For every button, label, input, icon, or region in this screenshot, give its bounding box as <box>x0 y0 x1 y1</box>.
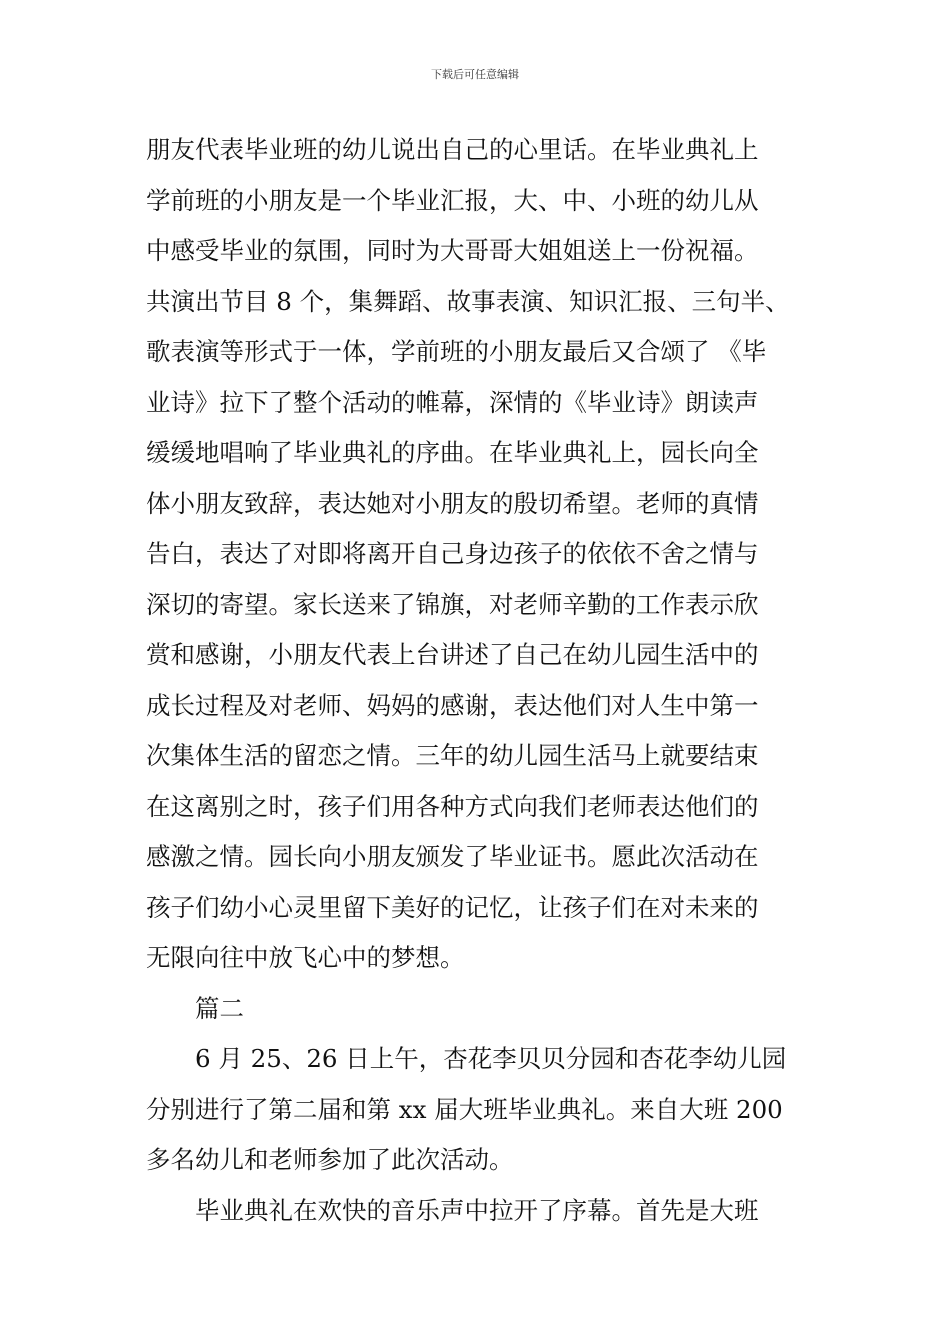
page-header: 下载后可任意编辑 <box>431 68 519 81</box>
text-line: 中感受毕业的氛围，同时为大哥哥大姐姐送上一份祝福。 <box>146 236 759 265</box>
text-line: 6 月 25、26 日上午，杏花李贝贝分园和杏花李幼儿园 <box>195 1044 787 1073</box>
text-line: 成长过程及对老师、妈妈的感谢，表达他们对人生中第一 <box>146 690 759 720</box>
text-line: 次集体生活的留恋之情。三年的幼儿园生活马上就要结束 <box>146 741 759 770</box>
text-line: 歌表演等形式于一体，学前班的小朋友最后又合颂了 《毕 <box>146 337 767 366</box>
text-line: 深切的寄望。家长送来了锦旗，对老师辛勤的工作表示欣 <box>146 589 759 619</box>
text-line: 毕业典礼在欢快的音乐声中拉开了序幕。首先是大班 <box>195 1195 759 1225</box>
text-line: 朋友代表毕业班的幼儿说出自己的心里话。在毕业典礼上 <box>146 135 759 164</box>
document-body <box>146 125 816 1236</box>
text-line: 学前班的小朋友是一个毕业汇报，大、中、小班的幼儿从 <box>146 185 759 215</box>
text-line: 共演出节目 8 个，集舞蹈、故事表演、知识汇报、三句半、 <box>146 286 790 316</box>
text-line: 在这离别之时，孩子们用各种方式向我们老师表达他们的 <box>146 791 759 821</box>
text-line: 告白，表达了对即将离开自己身边孩子的依依不舍之情与 <box>146 539 759 568</box>
text-line: 分别进行了第二届和第 xx 届大班毕业典礼。来自大班 200 <box>146 1094 783 1124</box>
text-line: 无限向往中放飞心中的梦想。 <box>146 943 465 972</box>
text-line: 业诗》拉下了整个活动的帷幕，深情的《毕业诗》朗读声 <box>146 387 759 417</box>
text-line: 体小朋友致辞，表达她对小朋友的殷切希望。老师的真情 <box>146 488 759 518</box>
text-line: 多名幼儿和老师参加了此次活动。 <box>146 1145 514 1174</box>
section-heading: 篇二 <box>195 993 244 1023</box>
text-line: 缓缓地唱响了毕业典礼的序曲。在毕业典礼上，园长向全 <box>146 438 759 467</box>
text-line: 赏和感谢，小朋友代表上台讲述了自己在幼儿园生活中的 <box>146 640 759 669</box>
text-line: 感激之情。园长向小朋友颁发了毕业证书。愿此次活动在 <box>146 842 759 871</box>
text-line: 孩子们幼小心灵里留下美好的记忆，让孩子们在对未来的 <box>146 892 759 922</box>
